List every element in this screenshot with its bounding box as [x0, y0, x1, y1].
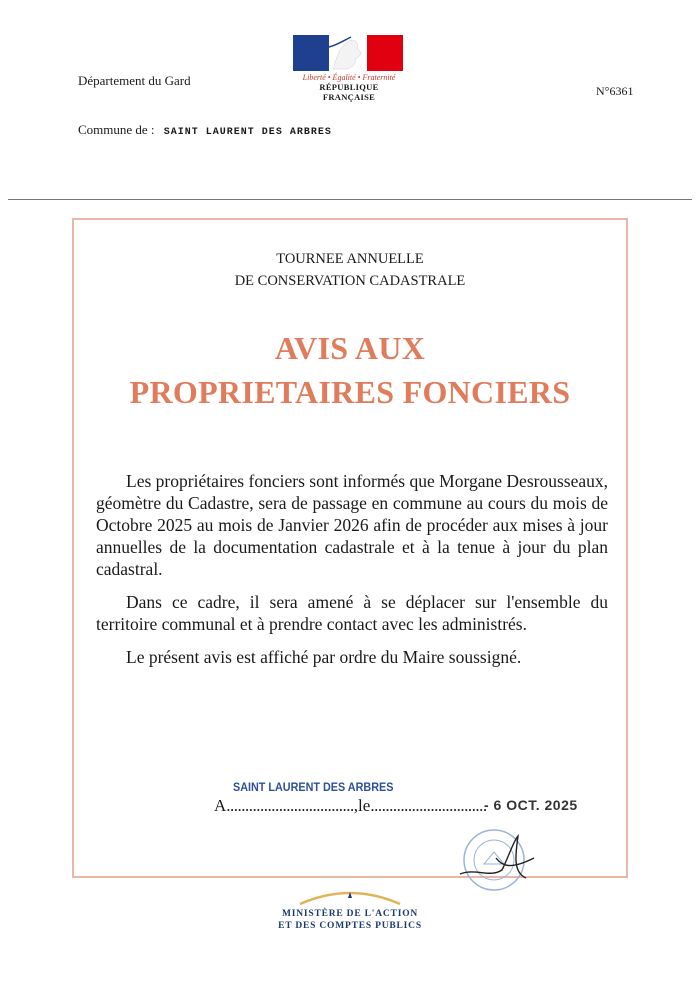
- signature-line: [214, 796, 487, 816]
- department-label: Département du Gard: [78, 73, 191, 88]
- notice-heading-line1: TOURNEE ANNUELLE: [276, 251, 424, 267]
- commune-name: SAINT LAURENT DES ARBRES: [163, 127, 332, 138]
- notice-paragraph-3: Le présent avis est affiché par ordre du Maire soussigné.: [126, 647, 522, 667]
- ministry-line1: MINISTÈRE DE L'ACTION: [281, 909, 419, 919]
- commune-label: Commune de :: [78, 122, 155, 137]
- notice-heading: [72, 248, 628, 292]
- logo-republic: RÉPUBLIQUE FRANÇAISE: [319, 82, 379, 102]
- signature-le: ,le: [353, 796, 371, 815]
- notice-title-line1: AVIS AUX: [274, 330, 426, 366]
- date-stamp: - 6 OCT. 2025: [484, 797, 578, 813]
- town-stamp: SAINT LAURENT DES ARBRES: [233, 780, 394, 794]
- logo-motto: Liberté • Égalité • Fraternité: [302, 73, 396, 82]
- ministry-line2: ET DES COMPTES PUBLICS: [278, 921, 422, 931]
- notice-body: [96, 470, 608, 679]
- notice-heading-line2: DE CONSERVATION CADASTRALE: [234, 273, 466, 289]
- ministry-logo-text: [240, 908, 460, 932]
- notice-paragraph-1: Les propriétaires fonciers sont informés que Morgane Desrousseaux, géomètre du Cadastre, sera de passage en commune au cours du mois de Octobre 2025 au mois de Janvier 2026 afin de procéder aux mises à jour annuelles de la documentation cadastrale et à la tenue à jour du plan cadastral.: [96, 471, 608, 579]
- document-number: N°6361: [596, 84, 634, 98]
- republic-logo: [293, 35, 405, 102]
- mayor-seal-icon: [456, 818, 536, 898]
- ministry-arc-icon: [296, 884, 404, 906]
- signature-date-dots: ...............................: [370, 796, 487, 815]
- commune-line: [78, 122, 332, 138]
- marianne-flag-icon: [293, 35, 403, 71]
- signature-prefix-a: A: [214, 796, 227, 815]
- signature-place-dots: ..................................: [226, 796, 354, 815]
- notice-paragraph-2: Dans ce cadre, il sera amené à se déplacer sur l'ensemble du territoire communal et à prendre contact avec les administrés.: [96, 592, 608, 634]
- notice-title: [72, 326, 628, 414]
- header-divider: [8, 199, 692, 200]
- notice-title-line2: PROPRIETAIRES FONCIERS: [129, 374, 571, 410]
